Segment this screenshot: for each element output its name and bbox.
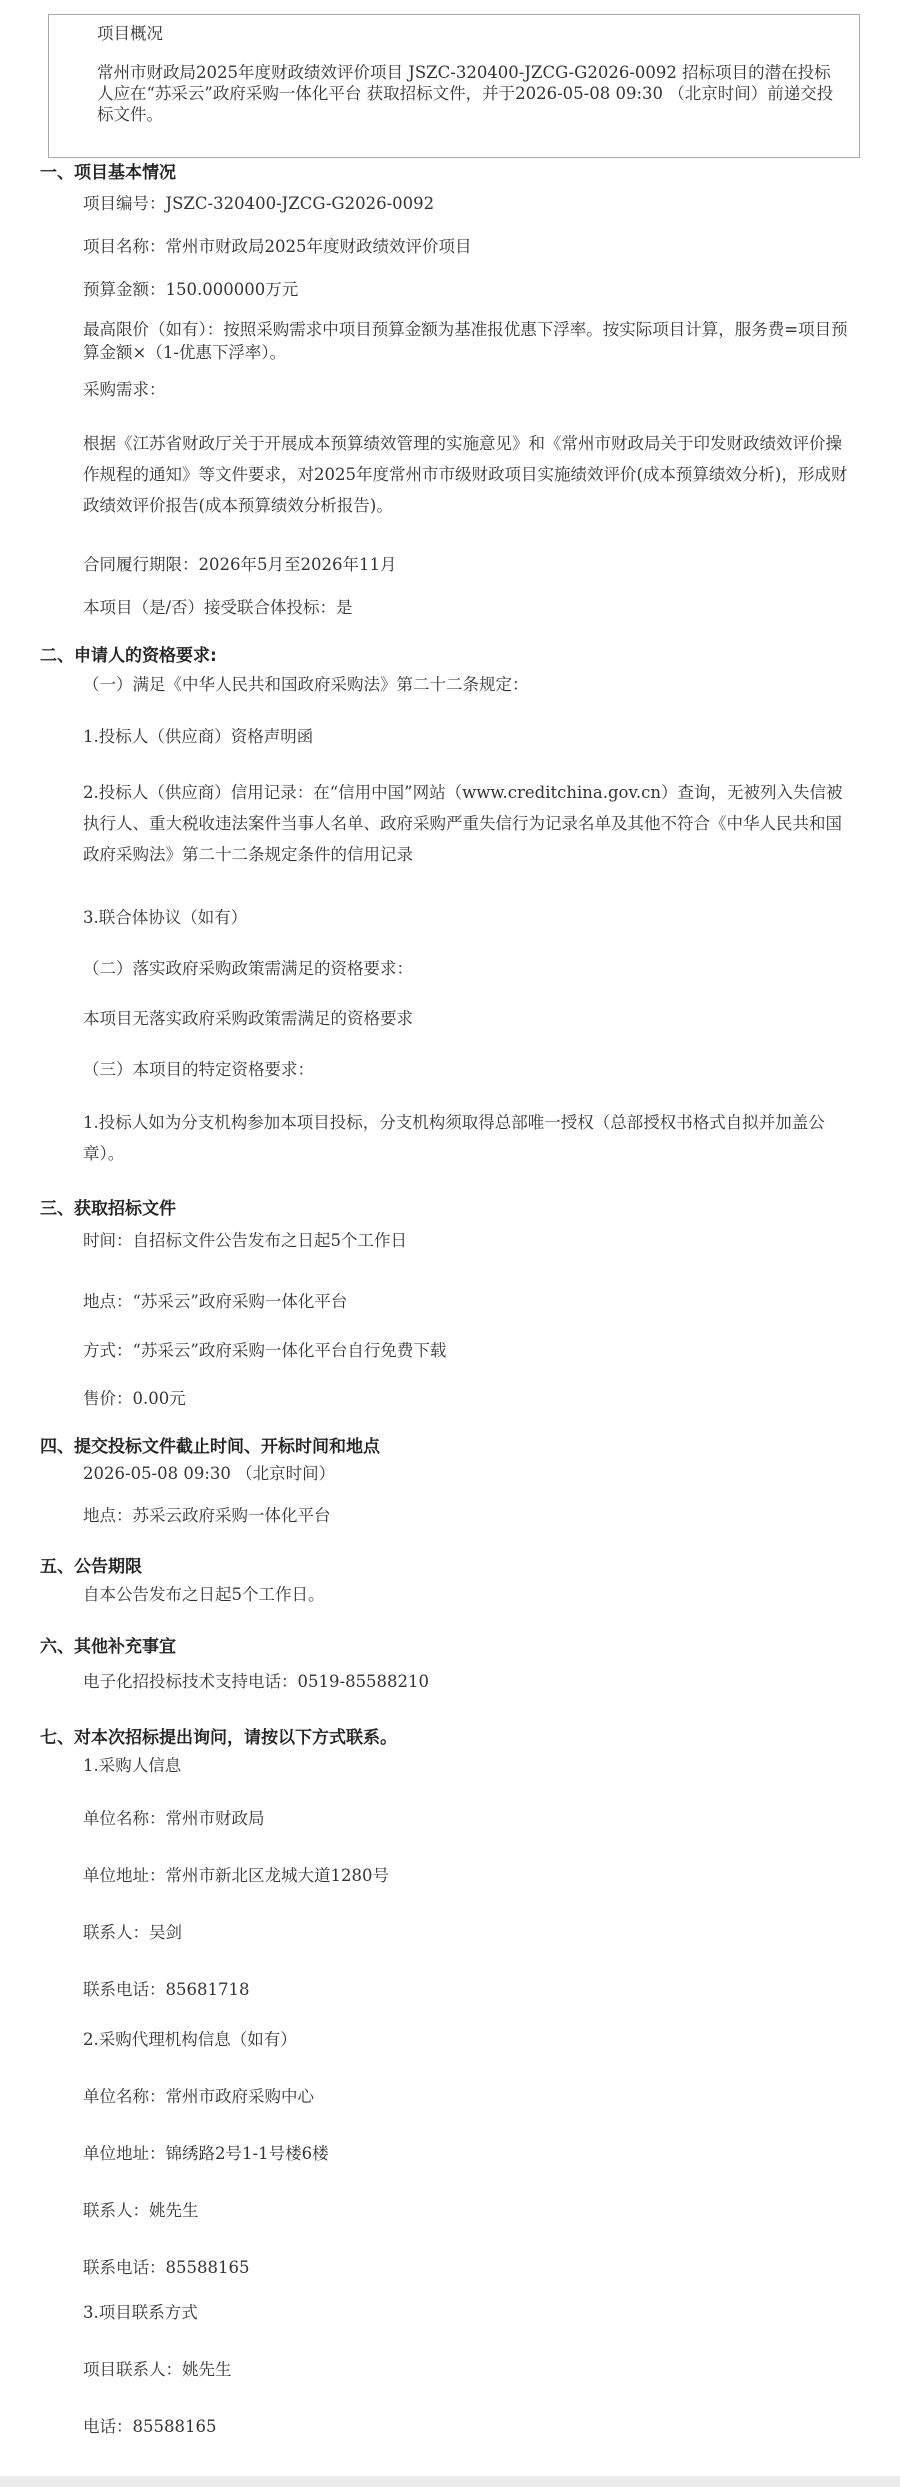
qualification-item-3: 3.联合体协议（如有） (83, 908, 248, 927)
buyer-phone: 联系电话：85681718 (83, 1980, 250, 1999)
purchase-demand-text: 根据《江苏省财政厅关于开展成本预算绩效管理的实施意见》和《常州市财政局关于印发财政绩效评价操作规程的通知》等文件要求，对2025年度常州市市级财政项目实施绩效评价(成本预算绩效分析)，形成财政绩效评价报告(成本预算绩效分析报告)。 (83, 434, 848, 515)
qualification-sub-3-item-1: 1.投标人如为分支机构参加本项目投标，分支机构须取得总部唯一授权（总部授权书格式自拟并加盖公章）。 (83, 1113, 825, 1163)
project-contact-heading: 3.项目联系方式 (83, 2303, 198, 2322)
qualification-item-1: 1.投标人（供应商）资格声明函 (83, 727, 314, 746)
buyer-address: 单位地址：常州市新北区龙城大道1280号 (83, 1866, 389, 1885)
max-price: 最高限价（如有）：按照采购需求中项目预算金额为基准报优惠下浮率。按实际项目计算，服务费=项目预算金额×（1-优惠下浮率）。 (83, 320, 848, 362)
project-number: 项目编号：JSZC-320400-JZCG-G2026-0092 (83, 194, 435, 213)
project-contact-phone: 电话：85588165 (83, 2417, 217, 2436)
contract-period: 合同履行期限：2026年5月至2026年11月 (83, 555, 397, 574)
agency-name: 单位名称：常州市政府采购中心 (83, 2087, 314, 2106)
qualification-sub-3: （三）本项目的特定资格要求： (83, 1060, 314, 1079)
section-1-title: 一、项目基本情况 (40, 163, 176, 183)
joint-bid: 本项目（是/否）接受联合体投标：是 (83, 598, 353, 617)
purchase-demand-label: 采购需求： (83, 380, 166, 399)
page-bottom-divider (0, 2476, 900, 2487)
obtain-place: 地点：“苏采云”政府采购一体化平台 (83, 1292, 348, 1311)
qualification-sub-1: （一）满足《中华人民共和国政府采购法》第二十二条规定： (83, 675, 529, 694)
section-3-title: 三、获取招标文件 (40, 1199, 176, 1219)
summary-title: 项目概况 (97, 24, 163, 43)
section-7-title: 七、对本次招标提出询问，请按以下方式联系。 (40, 1728, 397, 1748)
agency-contact: 联系人：姚先生 (83, 2201, 199, 2220)
opening-place: 地点：苏采云政府采购一体化平台 (83, 1506, 331, 1525)
buyer-name: 单位名称：常州市财政局 (83, 1809, 265, 1828)
buyer-info-heading: 1.采购人信息 (83, 1756, 182, 1775)
obtain-time: 时间：自招标文件公告发布之日起5个工作日 (83, 1231, 407, 1250)
notice-period: 自本公告发布之日起5个工作日。 (83, 1585, 325, 1604)
qualification-sub-2: （二）落实政府采购政策需满足的资格要求： (83, 959, 413, 978)
summary-text: 常州市财政局2025年度财政绩效评价项目 JSZC-320400-JZCG-G2026-0092 招标项目的潜在投标人应在“苏采云”政府采购一体化平台 获取招标文件，并于2026-05-08 09:30 （北京时间）前递交投标文件。 (97, 63, 834, 124)
agency-address: 单位地址：锦绣路2号1-1号楼6楼 (83, 2144, 329, 2163)
qualification-sub-2-text: 本项目无落实政府采购政策需满足的资格要求 (83, 1009, 413, 1028)
deadline-time: 2026-05-08 09:30 （北京时间） (83, 1464, 336, 1483)
section-5-title: 五、公告期限 (40, 1557, 142, 1577)
document-price: 售价：0.00元 (83, 1389, 186, 1408)
tech-support-phone: 电子化招投标技术支持电话：0519-85588210 (83, 1672, 430, 1691)
agency-phone: 联系电话：85588165 (83, 2258, 250, 2277)
qualification-item-2: 2.投标人（供应商）信用记录：在“信用中国”网站（www.creditchina.gov.cn）查询，无被列入失信被执行人、重大税收违法案件当事人名单、政府采购严重失信行为记录名单及其他不符合《中华人民共和国政府采购法》第二十二条规定条件的信用记录 (83, 783, 843, 864)
buyer-contact: 联系人：吴剑 (83, 1923, 182, 1942)
budget-amount: 预算金额：150.000000万元 (83, 280, 299, 299)
project-name: 项目名称：常州市财政局2025年度财政绩效评价项目 (83, 237, 472, 256)
section-4-title: 四、提交投标文件截止时间、开标时间和地点 (40, 1437, 380, 1457)
project-contact-person: 项目联系人：姚先生 (83, 2360, 232, 2379)
project-summary-box (48, 14, 860, 158)
agency-info-heading: 2.采购代理机构信息（如有） (83, 2030, 297, 2049)
section-6-title: 六、其他补充事宜 (40, 1637, 176, 1657)
section-2-title: 二、申请人的资格要求: (40, 646, 217, 666)
obtain-method: 方式：“苏采云”政府采购一体化平台自行免费下载 (83, 1341, 447, 1360)
